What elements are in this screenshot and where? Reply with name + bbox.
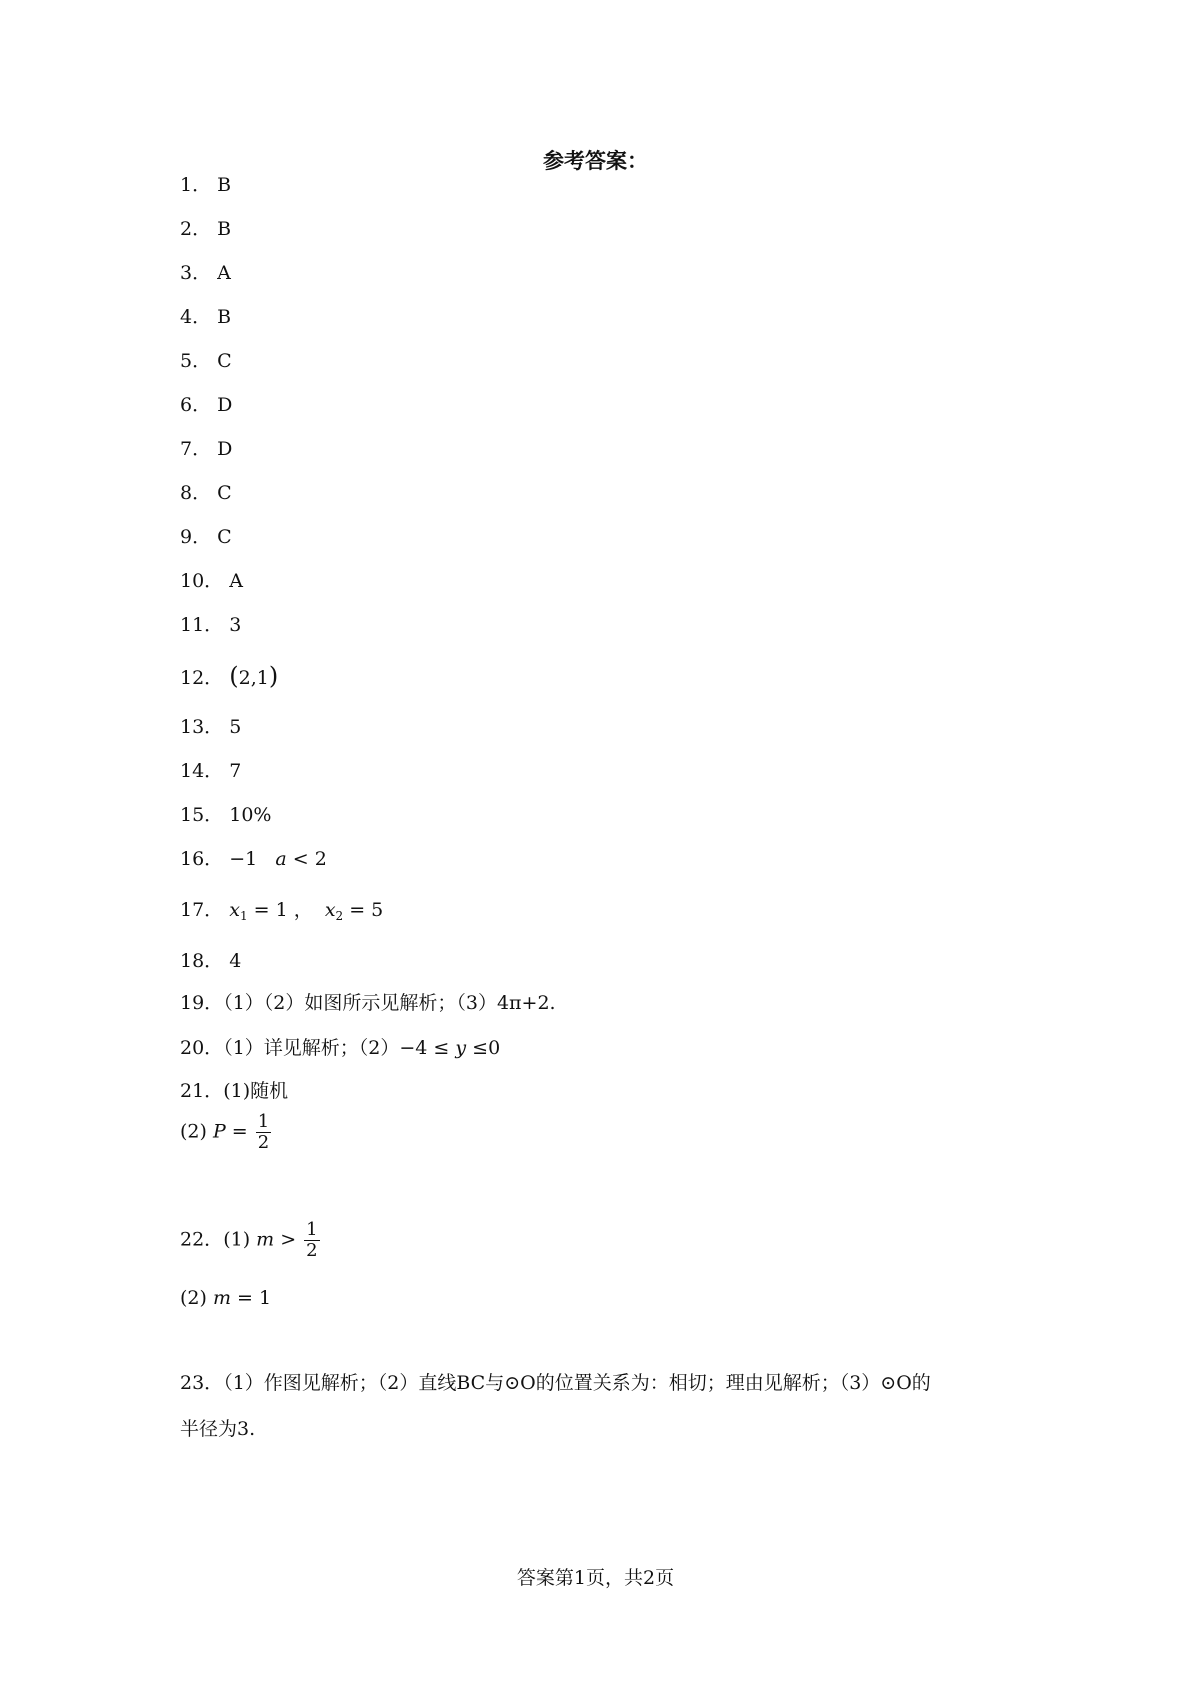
- answer-2: 2． B: [180, 218, 232, 240]
- answer-18: 18． 4: [180, 950, 242, 972]
- answer-17: 17． $x_1 = 1$ ， $x_2 = 5$: [180, 899, 384, 923]
- fraction: $\frac{1}{2}$: [257, 1111, 270, 1153]
- answer-4: 4． B: [180, 306, 232, 328]
- answer-1: 1． B: [180, 174, 232, 196]
- answer-10: 10． A: [180, 570, 243, 592]
- answer-19: 19．（1）（2）如图所示见解析；（3）4π+2.: [180, 992, 556, 1014]
- page-footer: 答案第1页，共2页: [516, 1567, 675, 1589]
- answer-13: 13． 5: [180, 716, 242, 738]
- page-title: 参考答案：: [543, 148, 648, 173]
- answer-3: 3． A: [180, 262, 231, 284]
- answer-20: 20．（1）详见解析；（2）−4 ≤ y ≤0: [180, 1037, 501, 1059]
- answer-23: 23．（1）作图见解析；（2）直线BC与⊙O的位置关系为：相切；理由见解析；（3）⊙O的: [180, 1372, 931, 1394]
- answer-21-part-2: (2) P = $\frac{1}{2}$: [180, 1111, 270, 1153]
- answer-9: 9． C: [180, 526, 232, 548]
- answer-16: 16． −1 a < 2: [180, 848, 327, 870]
- answer-5: 5． C: [180, 350, 232, 372]
- answer-14: 14． 7: [180, 760, 242, 782]
- answer-11: 11． 3: [180, 614, 242, 636]
- answer-22-part-2: (2) m = 1: [180, 1287, 272, 1309]
- answer-12: 12． (2,1): [180, 662, 279, 690]
- answer-15: 15． 10%: [180, 804, 272, 826]
- answer-7: 7． D: [180, 438, 233, 460]
- fraction: $\frac{1}{2}$: [306, 1219, 318, 1261]
- answer-6: 6． D: [180, 394, 233, 416]
- answer-21: 21．(1)随机: [180, 1080, 289, 1102]
- answer-22: 22．(1) m > $\frac{1}{2}$: [180, 1219, 318, 1261]
- answer-8: 8． C: [180, 482, 232, 504]
- answer-23-continued: 半径为3.: [180, 1418, 256, 1440]
